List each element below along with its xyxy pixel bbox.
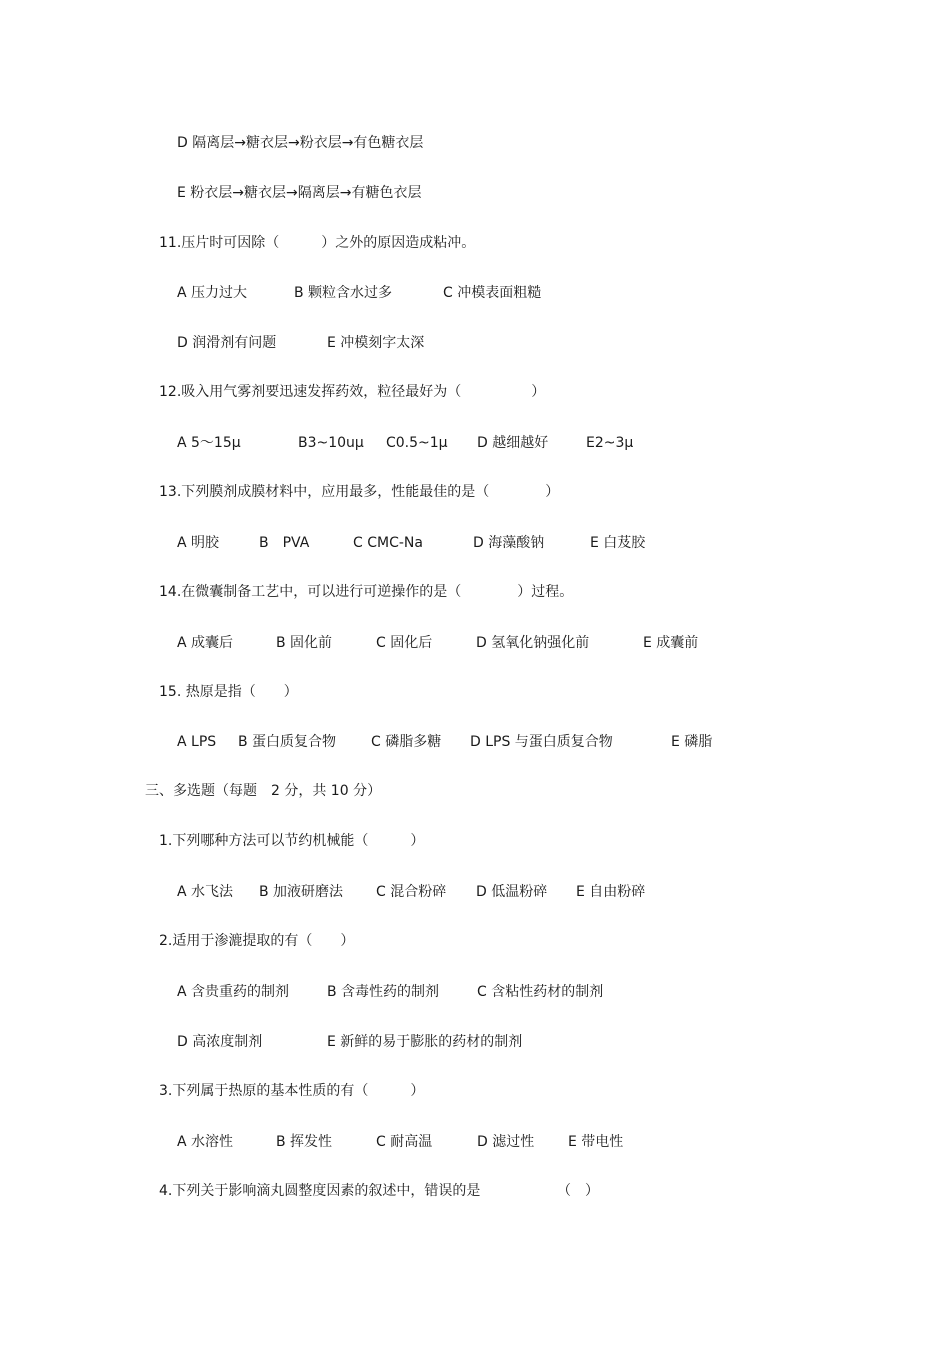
q13-option-d: D 海藻酸钠 <box>473 535 545 551</box>
multi-question-4: 4.下列关于影响滴丸圆整度因素的叙述中，错误的是 <box>159 1183 481 1199</box>
multi-question-2: 2.适用于渗漉提取的有（ ） <box>159 933 355 949</box>
q14-option-a: A 成囊后 <box>177 635 234 651</box>
m1-option-a: A 水飞法 <box>177 884 234 900</box>
q10-option-d: D 隔离层→糖衣层→粉衣层→有色糖衣层 <box>177 135 424 151</box>
m3-option-d: D 滤过性 <box>477 1134 535 1150</box>
m2-option-b: B 含毒性药的制剂 <box>327 984 440 1000</box>
q13-option-a: A 明胶 <box>177 535 220 551</box>
q15-option-d: D LPS 与蛋白质复合物 <box>470 734 613 750</box>
m1-option-e: E 自由粉碎 <box>576 884 646 900</box>
q12-option-c: C0.5~1μ <box>386 435 448 451</box>
q15-option-c: C 磷脂多糖 <box>371 734 442 750</box>
q11-option-a: A 压力过大 <box>177 285 248 301</box>
question-11: 11.压片时可因除（ ）之外的原因造成粘冲。 <box>159 235 476 251</box>
question-14: 14.在微囊制备工艺中，可以进行可逆操作的是（ ）过程。 <box>159 584 574 600</box>
q11-option-d: D 润滑剂有问题 <box>177 335 277 351</box>
question-13: 13.下列膜剂成膜材料中，应用最多，性能最佳的是（ ） <box>159 484 560 500</box>
q14-option-e: E 成囊前 <box>643 635 699 651</box>
q11-option-b: B 颗粒含水过多 <box>294 285 393 301</box>
q12-option-d: D 越细越好 <box>477 435 549 451</box>
question-12: 12.吸入用气雾剂要迅速发挥药效，粒径最好为（ ） <box>159 384 546 400</box>
m3-option-a: A 水溶性 <box>177 1134 234 1150</box>
q12-option-a: A 5～15μ <box>177 435 241 451</box>
multi-question-4-answer-blank: （ ） <box>557 1183 599 1199</box>
q10-option-e: E 粉衣层→糖衣层→隔离层→有糖色衣层 <box>177 185 422 201</box>
q11-option-e: E 冲模刻字太深 <box>327 335 425 351</box>
q15-option-e: E 磷脂 <box>671 734 713 750</box>
m1-option-b: B 加液研磨法 <box>259 884 344 900</box>
q13-option-b: B PVA <box>259 535 310 551</box>
m1-option-c: C 混合粉碎 <box>376 884 447 900</box>
q13-option-e: E 白芨胶 <box>590 535 646 551</box>
m2-option-d: D 高浓度制剂 <box>177 1034 263 1050</box>
section-heading-multiple-choice: 三、多选题（每题 2 分，共 10 分） <box>145 783 382 799</box>
q12-option-e: E2~3μ <box>586 435 634 451</box>
m3-option-c: C 耐高温 <box>376 1134 433 1150</box>
m2-option-a: A 含贵重药的制剂 <box>177 984 290 1000</box>
m2-option-c: C 含粘性药材的制剂 <box>477 984 604 1000</box>
q14-option-b: B 固化前 <box>276 635 333 651</box>
m3-option-e: E 带电性 <box>568 1134 624 1150</box>
q13-option-c: C CMC-Na <box>353 535 423 551</box>
m1-option-d: D 低温粉碎 <box>476 884 548 900</box>
q12-option-b: B3~10uμ <box>298 435 364 451</box>
multi-question-1: 1.下列哪种方法可以节约机械能（ ） <box>159 833 425 849</box>
q11-option-c: C 冲模表面粗糙 <box>443 285 542 301</box>
q15-option-a: A LPS <box>177 734 217 750</box>
multi-question-3: 3.下列属于热原的基本性质的有（ ） <box>159 1083 425 1099</box>
q15-option-b: B 蛋白质复合物 <box>238 734 337 750</box>
q14-option-d: D 氢氧化钠强化前 <box>476 635 590 651</box>
question-15: 15. 热原是指（ ） <box>159 684 298 700</box>
m3-option-b: B 挥发性 <box>276 1134 333 1150</box>
m2-option-e: E 新鲜的易于膨胀的药材的制剂 <box>327 1034 523 1050</box>
q14-option-c: C 固化后 <box>376 635 433 651</box>
